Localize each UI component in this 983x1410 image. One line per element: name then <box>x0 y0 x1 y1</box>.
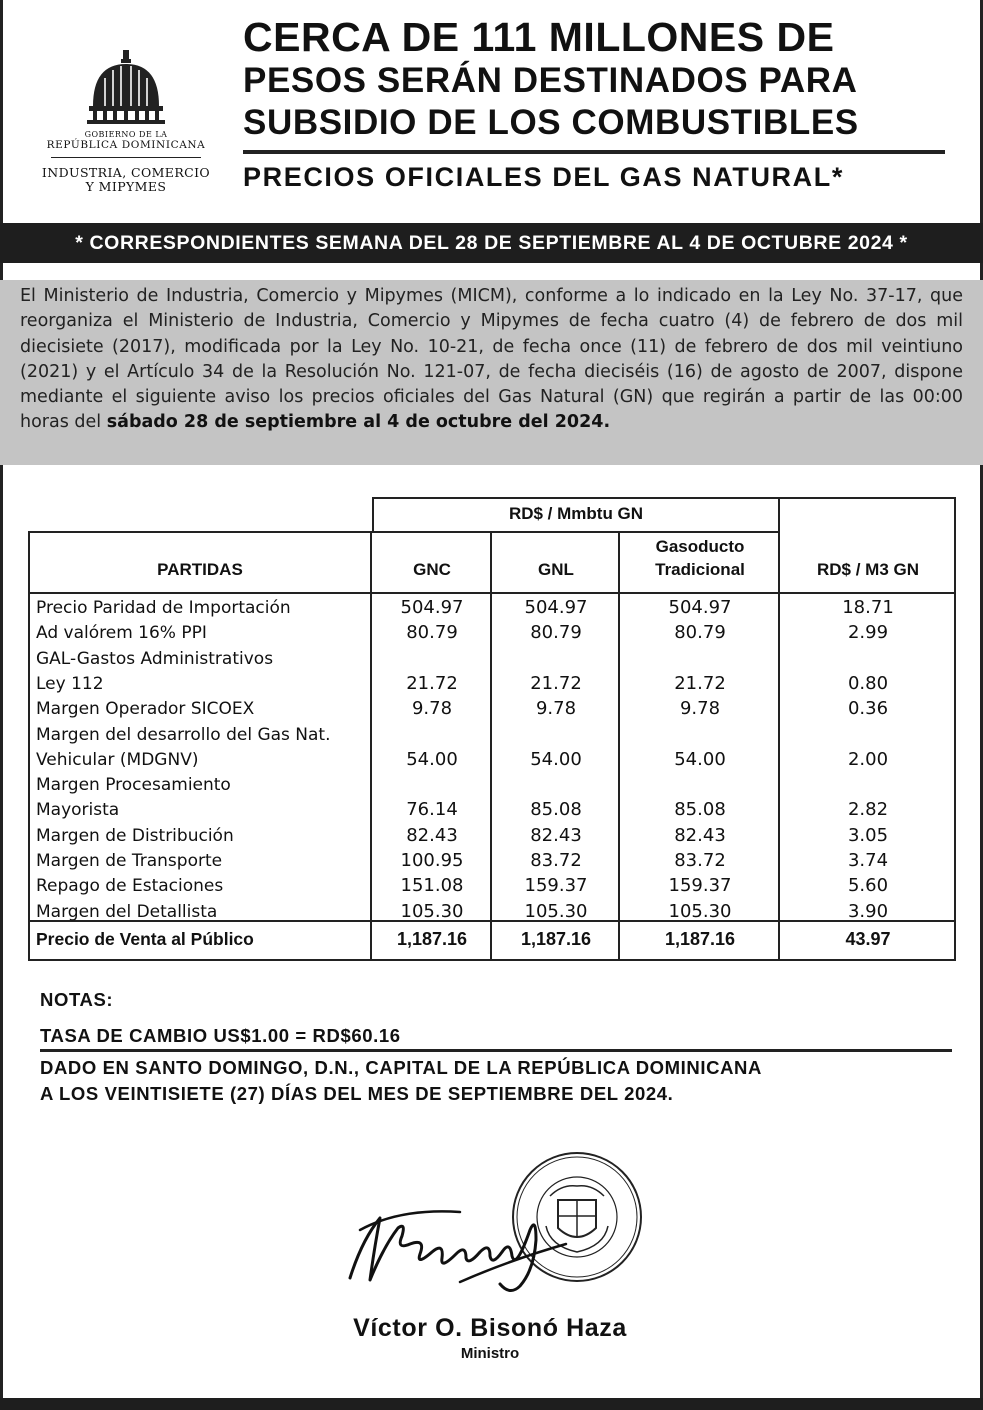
header-partidas: PARTIDAS <box>157 560 243 579</box>
row-value-gas: 83.72 <box>674 850 726 871</box>
exchange-rate: TASA DE CAMBIO US$1.00 = RD$60.16 <box>40 1025 401 1046</box>
row-label: Vehicular (MDGNV) <box>36 749 199 770</box>
given-line1: DADO EN SANTO DOMINGO, D.N., CAPITAL DE LA REPÚBLICA DOMINICANA <box>40 1057 762 1078</box>
header-gnc: GNC <box>413 560 451 579</box>
total-gnl: 1,187.16 <box>520 929 592 949</box>
row-value-gnc: 100.95 <box>400 850 464 871</box>
row-value-gnl: 159.37 <box>524 875 588 897</box>
row-value-gas: 9.78 <box>679 698 721 720</box>
intro-bold-date: sábado 28 de septiembre al 4 de octubre del 2024. <box>106 412 611 433</box>
header-gnl: GNL <box>538 560 574 579</box>
row-value-gas: 105.30 <box>668 900 732 922</box>
row-value-gnl: 9.78 <box>535 698 577 720</box>
headline-line2: PESOS SERÁN DESTINADOS PARA <box>243 61 858 100</box>
intro-paragraph <box>0 280 983 465</box>
header-gasoducto-1: Gasoducto <box>655 537 745 556</box>
row-value-m3: 2.00 <box>847 748 889 770</box>
row-label: Margen de Distribución <box>36 825 234 846</box>
notes-section <box>40 988 950 1107</box>
header-m3: RD$ / M3 GN <box>816 560 920 579</box>
price-table <box>28 497 956 961</box>
handwritten-signature-icon <box>340 1200 580 1300</box>
row-value-m3: 2.99 <box>847 622 889 644</box>
row-value-m3: 0.80 <box>847 672 889 694</box>
signer-block <box>290 1314 690 1362</box>
notes-divider <box>40 1049 952 1052</box>
headline-divider <box>243 150 945 154</box>
signer-role: Ministro <box>460 1345 520 1362</box>
ministry-logo <box>26 48 226 194</box>
row-value-gnc: 9.78 <box>411 698 453 720</box>
row-value-gas: 80.79 <box>674 622 726 644</box>
headline-line3: SUBSIDIO DE LOS COMBUSTIBLES <box>243 103 859 142</box>
logo-divider <box>51 157 201 158</box>
row-label: Repago de Estaciones <box>36 876 224 897</box>
row-value-gnl: 21.72 <box>530 672 582 694</box>
row-value-gnc: 82.43 <box>406 824 458 846</box>
row-value-m3: 18.71 <box>842 597 894 618</box>
logo-ministry-line2: Y MIPYMES <box>85 179 167 194</box>
group-header: RD$ / Mmbtu GN <box>508 504 644 523</box>
row-value-gnl: 85.08 <box>530 799 582 821</box>
row-label: Ad valórem 16% PPI <box>36 623 207 644</box>
total-label: Precio de Venta al Público <box>36 929 254 949</box>
row-value-gnc: 151.08 <box>400 875 464 897</box>
row-value-gnc: 105.30 <box>400 900 464 922</box>
given-line2: A LOS VEINTISIETE (27) DÍAS DEL MES DE SEPTIEMBRE DEL 2024. <box>40 1083 674 1104</box>
bottom-bar <box>0 1398 983 1410</box>
signer-name: Víctor O. Bisonó Haza <box>353 1314 627 1342</box>
row-label: Mayorista <box>36 800 120 821</box>
row-value-gas: 82.43 <box>674 824 726 846</box>
row-value-m3: 3.05 <box>847 824 889 846</box>
notes-title: NOTAS: <box>40 989 114 1010</box>
row-label: Precio Paridad de Importación <box>36 598 291 618</box>
total-gnc: 1,187.16 <box>396 929 468 949</box>
row-label: Margen del Detallista <box>36 901 218 922</box>
row-value-gnc: 504.97 <box>400 597 464 618</box>
row-label: Margen del desarrollo del Gas Nat. <box>36 724 331 745</box>
header-gasoducto-2: Tradicional <box>655 560 745 579</box>
headline-line1: CERCA DE 111 MILLONES DE <box>243 14 835 60</box>
row-value-gas: 504.97 <box>668 597 732 618</box>
logo-ministry-line1: INDUSTRIA, COMERCIO <box>41 165 211 180</box>
row-label: Margen Procesamiento <box>36 775 231 796</box>
national-palace-dome-icon <box>85 48 167 124</box>
logo-republic-line: REPÚBLICA DOMINICANA <box>46 139 206 151</box>
row-value-gas: 21.72 <box>674 672 726 694</box>
row-value-gnc: 21.72 <box>406 672 458 694</box>
row-value-m3: 2.82 <box>847 799 889 821</box>
logo-gov-line: GOBIERNO DE LA <box>84 130 168 139</box>
row-value-gnl: 80.79 <box>530 622 582 644</box>
row-value-gnl: 82.43 <box>530 824 582 846</box>
row-value-gnc: 54.00 <box>406 748 458 770</box>
week-band: * CORRESPONDIENTES SEMANA DEL 28 DE SEPTIEMBRE AL 4 DE OCTUBRE 2024 * <box>0 223 983 263</box>
row-value-gnl: 54.00 <box>530 748 582 770</box>
total-m3: 43.97 <box>845 929 891 949</box>
row-value-gnl: 83.72 <box>530 850 582 871</box>
intro-text: El Ministerio de Industria, Comercio y Mipymes (MICM), conforme a lo indicado en la Ley No. 37-17, que reorganiza el Ministerio de Industria, Comercio y Mipymes de fecha cuatro (4) de febrero de dos mil diecisiete (2017), modificada por la Ley No. 10-21, de fecha once (11) de febrero de dos mil veintiuno (2021) y el Artículo 34 de la Resolución No. 121-07, de fecha dieciséis (16) de agosto de 2007, dispone mediante el siguiente aviso los precios oficiales del Gas Natural (GN) que regirán a partir de las 00:00 horas del <box>20 286 963 433</box>
row-label: Margen de Transporte <box>36 851 223 871</box>
row-label: Ley 112 <box>36 673 104 694</box>
row-label: Margen Operador SICOEX <box>36 699 255 720</box>
row-value-gas: 159.37 <box>668 875 732 897</box>
headline-subtitle: PRECIOS OFICIALES DEL GAS NATURAL* <box>243 162 844 192</box>
row-value-m3: 3.90 <box>847 900 889 922</box>
total-gasoducto: 1,187.16 <box>664 929 736 949</box>
row-value-m3: 5.60 <box>847 875 889 897</box>
headline <box>243 14 953 192</box>
row-label: GAL-Gastos Administrativos <box>36 648 274 669</box>
row-value-gnl: 105.30 <box>524 900 588 922</box>
row-value-gnl: 504.97 <box>524 597 588 618</box>
row-value-m3: 0.36 <box>847 698 889 720</box>
row-value-m3: 3.74 <box>847 850 889 871</box>
row-value-gnc: 76.14 <box>406 799 458 821</box>
row-value-gas: 85.08 <box>674 799 726 821</box>
row-value-gas: 54.00 <box>674 748 726 770</box>
row-value-gnc: 80.79 <box>406 622 458 644</box>
